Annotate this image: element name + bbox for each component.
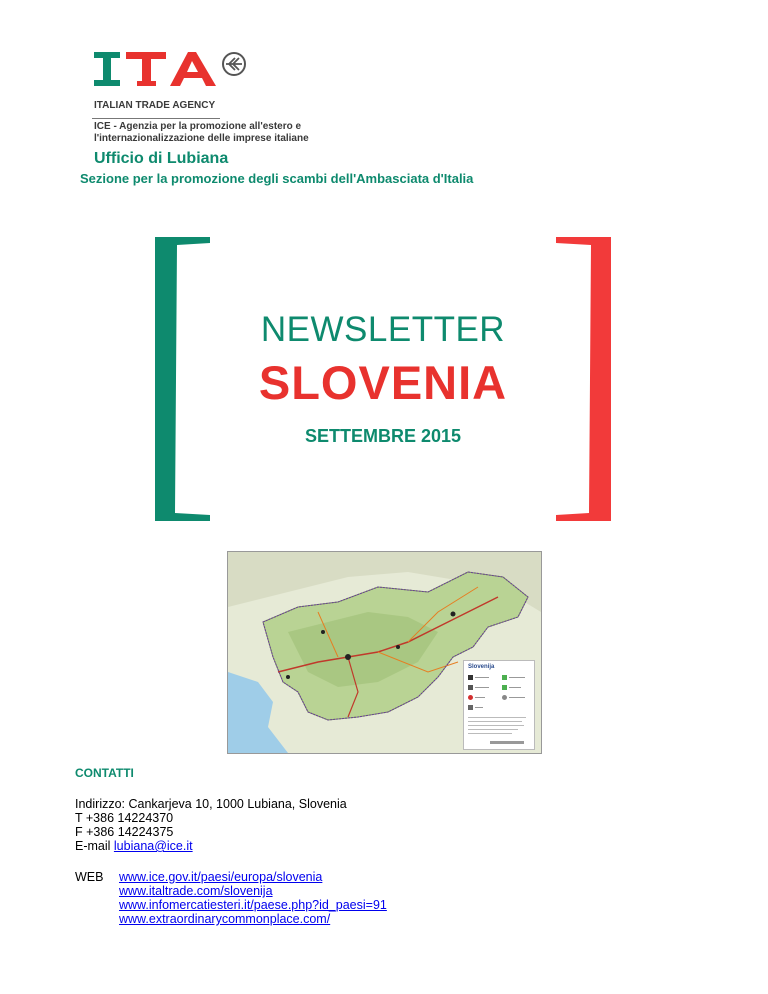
map-legend-title: Slovenija [468, 664, 495, 670]
office-subtitle: Sezione per la promozione degli scambi dell'Ambasciata d'Italia [80, 171, 474, 186]
agency-name: ITALIAN TRADE AGENCY [94, 100, 216, 111]
newsletter-title: NEWSLETTER [260, 310, 506, 349]
email-label: E-mail [75, 839, 114, 853]
slovenia-map [227, 551, 542, 754]
logo-divider [92, 118, 220, 119]
web-link-infomercatiesteri[interactable]: www.infomercatiesteri.it/paese.php?id_paesi=91 [119, 898, 387, 912]
web-link-italtrade[interactable]: www.italtrade.com/slovenija [119, 884, 273, 898]
web-label: WEB [75, 870, 104, 884]
fax: F +386 14224375 [75, 825, 174, 839]
contacts-heading: CONTATTI [75, 766, 134, 780]
web-link-ice[interactable]: www.ice.gov.it/paesi/europa/slovenia [119, 870, 323, 884]
agency-description-line2: l'internazionalizzazione delle imprese italiane [94, 133, 309, 144]
country-title: SLOVENIA [258, 356, 508, 409]
office-name: Ufficio di Lubiana [94, 150, 229, 167]
agency-description-line1: ICE - Agenzia per la promozione all'estero e [94, 121, 302, 132]
map-legend [463, 660, 535, 750]
email-line [75, 839, 193, 853]
ita-logo [92, 50, 252, 92]
phone: T +386 14224370 [75, 811, 174, 825]
address: Indirizzo: Cankarjeva 10, 1000 Lubiana, Slovenia [75, 797, 347, 811]
map-legend-symbols [464, 661, 534, 749]
issue-date: SETTEMBRE 2015 [304, 426, 462, 446]
email-link[interactable]: lubiana@ice.it [113, 839, 193, 853]
web-link-extraordinary[interactable]: www.extraordinarycommonplace.com/ [119, 912, 331, 926]
